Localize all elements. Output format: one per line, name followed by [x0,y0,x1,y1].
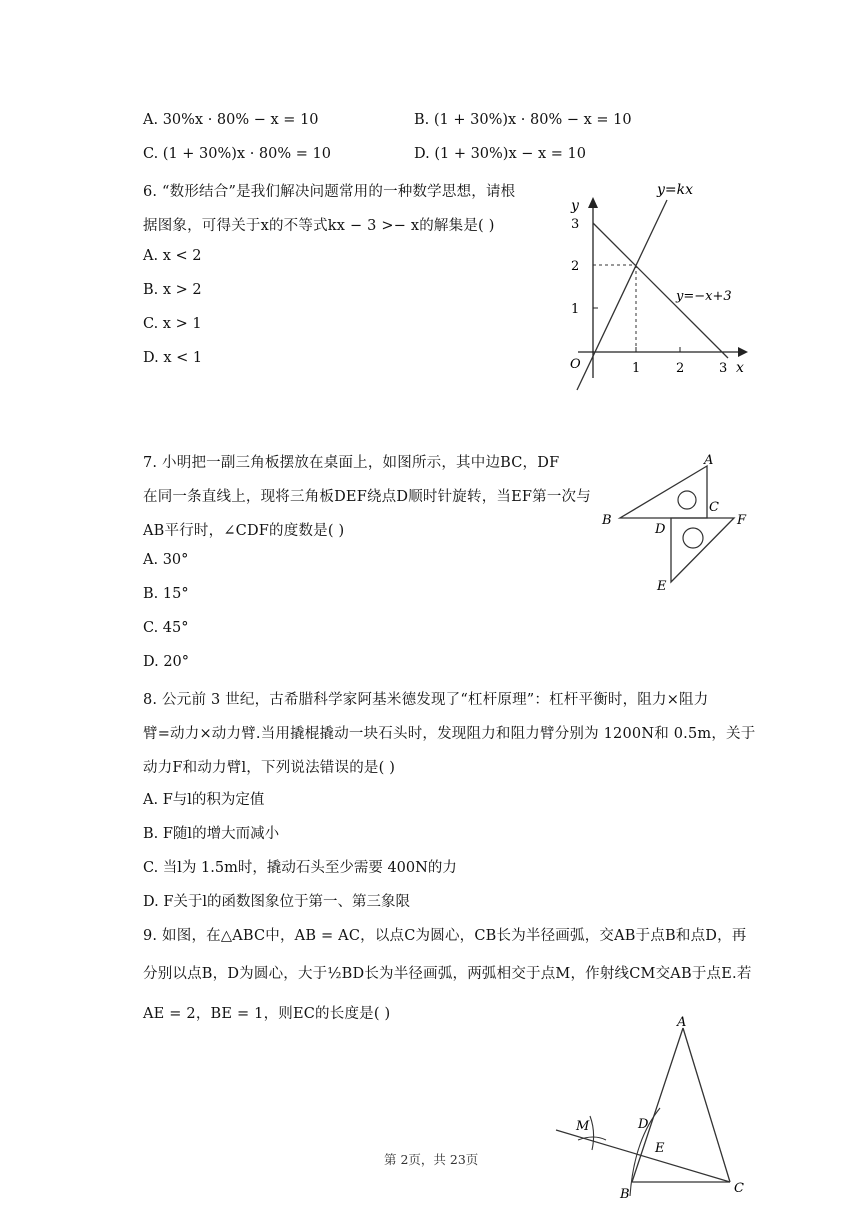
q7-stem-line1: 7. 小明把一副三角板摆放在桌面上，如图所示，其中边BC，DF [143,455,560,471]
q6-graph-figure [560,178,760,398]
point-e-label: E [657,579,667,594]
q7-option-d: D. 20° [143,654,190,670]
q8-option-c: C. 当l为 1.5m时，撬动石头至少需要 400N的力 [143,860,457,876]
q6-option-b: B. x > 2 [143,282,202,298]
y-tick-3: 3 [571,217,580,232]
y-tick-1: 1 [571,302,580,317]
q5-option-a: A. 30%x · 80% − x = 10 [143,112,319,128]
line-y-kx [577,200,667,390]
point-d-label: D [638,1117,649,1132]
q7-option-c: C. 45° [143,620,189,636]
q7-option-a: A. 30° [143,552,189,568]
q6-option-c: C. x > 1 [143,316,202,332]
y-axis-label: y [571,198,579,214]
q7-option-b: B. 15° [143,586,189,602]
triangle-abc [620,466,707,518]
q8-stem-line3: 动力F和动力臂l，下列说法错误的是( ) [143,760,396,776]
line-neg-x-label: y=−x+3 [676,289,732,304]
q9-stem-line2: 分别以点B，D为圆心，大于½BD长为半径画弧，两弧相交于点M，作射线CM交AB于点E.若 [143,966,752,982]
q7-set-square-figure [595,448,755,598]
arc-from-b [590,1116,594,1150]
q5-option-c: C. (1 + 30%)x · 80% = 10 [143,146,331,162]
q8-option-b: B. F随l的增大而减小 [143,826,280,842]
q5-option-b: B. (1 + 30%)x · 80% − x = 10 [414,112,632,128]
x-tick-2: 2 [676,361,685,376]
q6-option-d: D. x < 1 [143,350,203,366]
q7-stem-line3: AB平行时，∠CDF的度数是( ) [143,523,345,539]
point-f-label: F [737,513,747,528]
point-d-label: D [655,522,666,537]
y-axis-arrow [588,197,598,208]
triangle-abc-hole [678,491,696,509]
q6-option-a: A. x < 2 [143,248,202,264]
side-ab [632,1028,683,1182]
point-e-label: E [655,1141,665,1156]
q5-option-d: D. (1 + 30%)x − x = 10 [414,146,587,162]
q7-stem-line2: 在同一条直线上，现将三角板DEF绕点D顺时针旋转，当EF第一次与 [143,489,591,505]
q6-stem-line1: 6. “数形结合”是我们解决问题常用的一种数学思想，请根 [143,184,516,200]
q8-stem-line1: 8. 公元前 3 世纪，古希腊科学家阿基米德发现了“杠杆原理”：杠杆平衡时，阻力×阻力 [143,692,709,708]
page-number: 第 2页，共 23页 [384,1152,479,1167]
line-kx-label: y=kx [657,182,694,198]
point-c-label: C [734,1181,744,1196]
point-a-label: A [677,1015,687,1030]
origin-label: O [570,357,581,372]
side-ac [683,1028,730,1182]
q9-stem-line3: AE = 2，BE = 1，则EC的长度是( ) [143,1006,391,1022]
x-tick-1: 1 [632,361,641,376]
q8-stem-line2: 臂=动力×动力臂.当用撬棍撬动一块石头时，发现阻力和阻力臂分别为 1200N和 0.5m，关于 [143,726,756,742]
q6-stem-line2: 据图象，可得关于x的不等式kx − 3 >− x的解集是( ) [143,218,495,234]
point-b-label: B [602,513,612,528]
point-m-label: M [576,1119,590,1134]
point-b-label: B [620,1187,630,1202]
point-c-label: C [709,500,719,515]
point-a-label: A [704,453,714,468]
triangle-def [671,518,734,582]
q9-triangle-figure [552,1010,758,1210]
q8-option-a: A. F与l的积为定值 [143,792,265,808]
y-tick-2: 2 [571,259,580,274]
triangle-def-hole [683,528,703,548]
x-axis-arrow [738,347,748,357]
q9-stem-line1: 9. 如图，在△ABC中，AB = AC，以点C为圆心，CB长为半径画弧，交AB于点B和点D，再 [143,928,747,944]
x-tick-3: 3 [719,361,728,376]
x-axis-label: x [736,360,744,376]
q8-option-d: D. F关于l的函数图象位于第一、第三象限 [143,894,411,910]
